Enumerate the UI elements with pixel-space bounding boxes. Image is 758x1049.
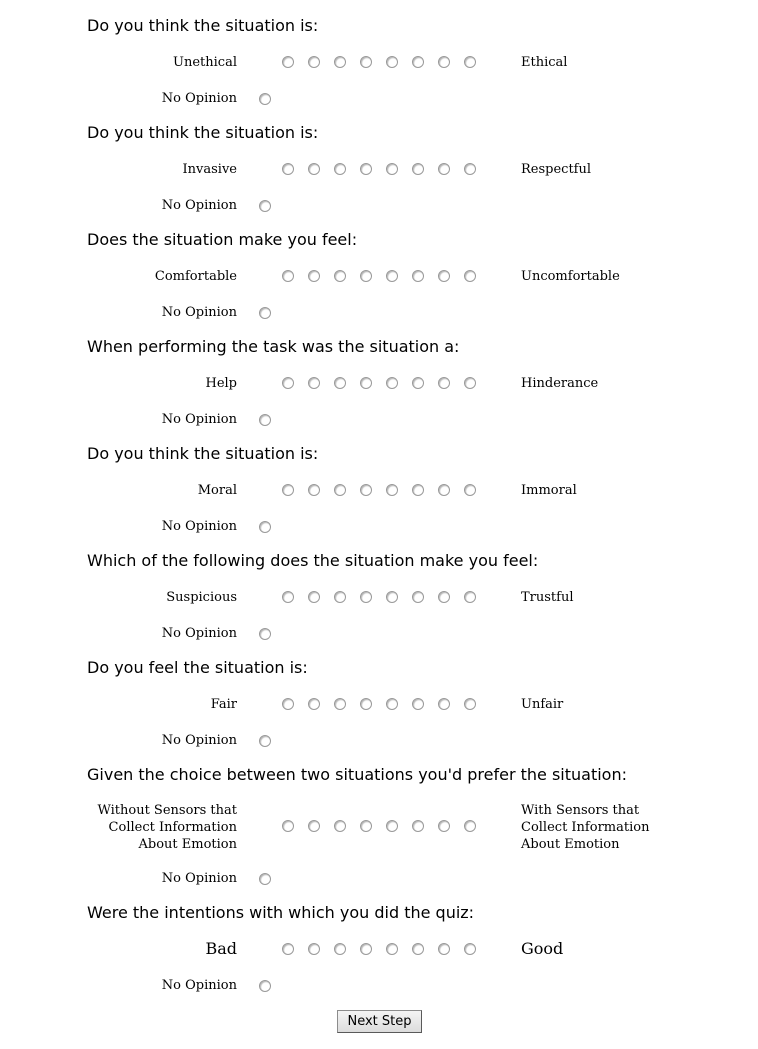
scale-radio-6[interactable]: [412, 591, 424, 603]
no-opinion-radio[interactable]: [259, 93, 271, 105]
scale-radio-6[interactable]: [412, 56, 424, 68]
scale-right-label: Immoral: [521, 483, 577, 498]
scale-left-label-line: About Emotion: [138, 837, 237, 852]
scale-radio-4[interactable]: [360, 698, 372, 710]
scale-radio-5[interactable]: [386, 698, 398, 710]
scale-radio-7[interactable]: [438, 820, 450, 832]
scale-right-label-line: About Emotion: [521, 837, 620, 852]
scale-left-label: Suspicious: [166, 590, 237, 605]
scale-radio-8[interactable]: [464, 943, 476, 955]
scale-radio-4[interactable]: [360, 377, 372, 389]
scale-radio-1[interactable]: [282, 270, 294, 282]
scale-radio-2[interactable]: [308, 377, 320, 389]
scale-radio-8[interactable]: [464, 377, 476, 389]
question-prompt: Given the choice between two situations you'd prefer the situation:: [87, 765, 627, 784]
scale-radio-3[interactable]: [334, 698, 346, 710]
scale-left-label: Unethical: [173, 55, 237, 70]
scale-radio-4[interactable]: [360, 820, 372, 832]
scale-radio-6[interactable]: [412, 484, 424, 496]
scale-radio-6[interactable]: [412, 698, 424, 710]
scale-radio-3[interactable]: [334, 163, 346, 175]
scale-radio-1[interactable]: [282, 377, 294, 389]
scale-left-label: Fair: [210, 697, 237, 712]
scale-right-label: Unfair: [521, 697, 564, 712]
scale-radio-5[interactable]: [386, 56, 398, 68]
scale-radio-5[interactable]: [386, 377, 398, 389]
scale-left-label-line: Collect Information: [108, 820, 237, 835]
question-prompt: Do you think the situation is:: [87, 16, 319, 35]
scale-radio-8[interactable]: [464, 484, 476, 496]
no-opinion-label: No Opinion: [161, 198, 237, 213]
question-prompt: Do you think the situation is:: [87, 123, 319, 142]
no-opinion-label: No Opinion: [161, 733, 237, 748]
scale-right-label: Good: [521, 939, 564, 958]
no-opinion-label: No Opinion: [161, 519, 237, 534]
scale-radio-6[interactable]: [412, 943, 424, 955]
scale-radio-8[interactable]: [464, 820, 476, 832]
scale-radio-3[interactable]: [334, 56, 346, 68]
scale-left-label: [37, 802, 237, 853]
scale-radio-4[interactable]: [360, 163, 372, 175]
question-prompt: Which of the following does the situation make you feel:: [87, 551, 539, 570]
scale-radio-3[interactable]: [334, 591, 346, 603]
scale-right-label: Uncomfortable: [521, 269, 620, 284]
scale-radio-5[interactable]: [386, 270, 398, 282]
no-opinion-label: No Opinion: [161, 626, 237, 641]
scale-radio-6[interactable]: [412, 270, 424, 282]
scale-right-label: Respectful: [521, 162, 592, 177]
no-opinion-label: No Opinion: [161, 91, 237, 106]
scale-radio-1[interactable]: [282, 591, 294, 603]
question-prompt: Do you think the situation is:: [87, 444, 319, 463]
scale-radio-8[interactable]: [464, 56, 476, 68]
scale-radio-7[interactable]: [438, 163, 450, 175]
scale-radio-3[interactable]: [334, 377, 346, 389]
scale-right-label-line: Collect Information: [521, 820, 650, 835]
scale-radio-2[interactable]: [308, 943, 320, 955]
scale-radio-4[interactable]: [360, 270, 372, 282]
scale-radio-4[interactable]: [360, 943, 372, 955]
scale-radio-5[interactable]: [386, 820, 398, 832]
question-prompt: Do you feel the situation is:: [87, 658, 308, 677]
no-opinion-radio[interactable]: [259, 980, 271, 992]
scale-radio-7[interactable]: [438, 698, 450, 710]
no-opinion-radio[interactable]: [259, 873, 271, 885]
scale-left-label: Help: [205, 376, 237, 391]
scale-radio-2[interactable]: [308, 484, 320, 496]
no-opinion-label: No Opinion: [161, 871, 237, 886]
scale-radio-2[interactable]: [308, 270, 320, 282]
scale-right-label: Ethical: [521, 55, 568, 70]
scale-radio-5[interactable]: [386, 163, 398, 175]
no-opinion-label: No Opinion: [161, 305, 237, 320]
no-opinion-radio[interactable]: [259, 628, 271, 640]
scale-radio-8[interactable]: [464, 698, 476, 710]
scale-right-label: [521, 802, 721, 853]
scale-radio-2[interactable]: [308, 56, 320, 68]
no-opinion-radio[interactable]: [259, 521, 271, 533]
scale-left-label: Moral: [197, 483, 237, 498]
question-prompt: When performing the task was the situation a:: [87, 337, 460, 356]
scale-radio-8[interactable]: [464, 270, 476, 282]
scale-radio-1[interactable]: [282, 484, 294, 496]
scale-radio-8[interactable]: [464, 163, 476, 175]
scale-radio-7[interactable]: [438, 270, 450, 282]
scale-radio-6[interactable]: [412, 163, 424, 175]
scale-left-label: Comfortable: [154, 269, 237, 284]
scale-radio-3[interactable]: [334, 484, 346, 496]
scale-radio-1[interactable]: [282, 163, 294, 175]
scale-radio-4[interactable]: [360, 591, 372, 603]
question-prompt: Were the intentions with which you did the quiz:: [87, 903, 475, 922]
next-step-button[interactable]: Next Step: [337, 1010, 422, 1033]
scale-radio-4[interactable]: [360, 484, 372, 496]
scale-radio-3[interactable]: [334, 820, 346, 832]
scale-radio-2[interactable]: [308, 591, 320, 603]
scale-radio-6[interactable]: [412, 820, 424, 832]
scale-radio-7[interactable]: [438, 484, 450, 496]
no-opinion-label: No Opinion: [161, 412, 237, 427]
no-opinion-label: No Opinion: [161, 978, 237, 993]
scale-radio-8[interactable]: [464, 591, 476, 603]
scale-right-label: Trustful: [521, 590, 574, 605]
question-prompt: Does the situation make you feel:: [87, 230, 358, 249]
no-opinion-radio[interactable]: [259, 200, 271, 212]
no-opinion-radio[interactable]: [259, 735, 271, 747]
scale-radio-5[interactable]: [386, 484, 398, 496]
scale-radio-7[interactable]: [438, 943, 450, 955]
scale-radio-7[interactable]: [438, 591, 450, 603]
scale-radio-1[interactable]: [282, 698, 294, 710]
scale-radio-3[interactable]: [334, 270, 346, 282]
no-opinion-radio[interactable]: [259, 307, 271, 319]
scale-left-label-line: Without Sensors that: [97, 803, 237, 818]
scale-radio-7[interactable]: [438, 56, 450, 68]
scale-radio-4[interactable]: [360, 56, 372, 68]
scale-radio-2[interactable]: [308, 698, 320, 710]
scale-right-label: Hinderance: [521, 376, 599, 391]
scale-radio-1[interactable]: [282, 820, 294, 832]
scale-radio-2[interactable]: [308, 820, 320, 832]
scale-radio-3[interactable]: [334, 943, 346, 955]
scale-radio-5[interactable]: [386, 943, 398, 955]
scale-radio-7[interactable]: [438, 377, 450, 389]
scale-radio-1[interactable]: [282, 56, 294, 68]
scale-left-label: Invasive: [182, 162, 237, 177]
scale-radio-1[interactable]: [282, 943, 294, 955]
scale-right-label-line: With Sensors that: [521, 803, 640, 818]
no-opinion-radio[interactable]: [259, 414, 271, 426]
scale-radio-5[interactable]: [386, 591, 398, 603]
scale-radio-2[interactable]: [308, 163, 320, 175]
scale-radio-6[interactable]: [412, 377, 424, 389]
scale-left-label: Bad: [205, 939, 237, 958]
